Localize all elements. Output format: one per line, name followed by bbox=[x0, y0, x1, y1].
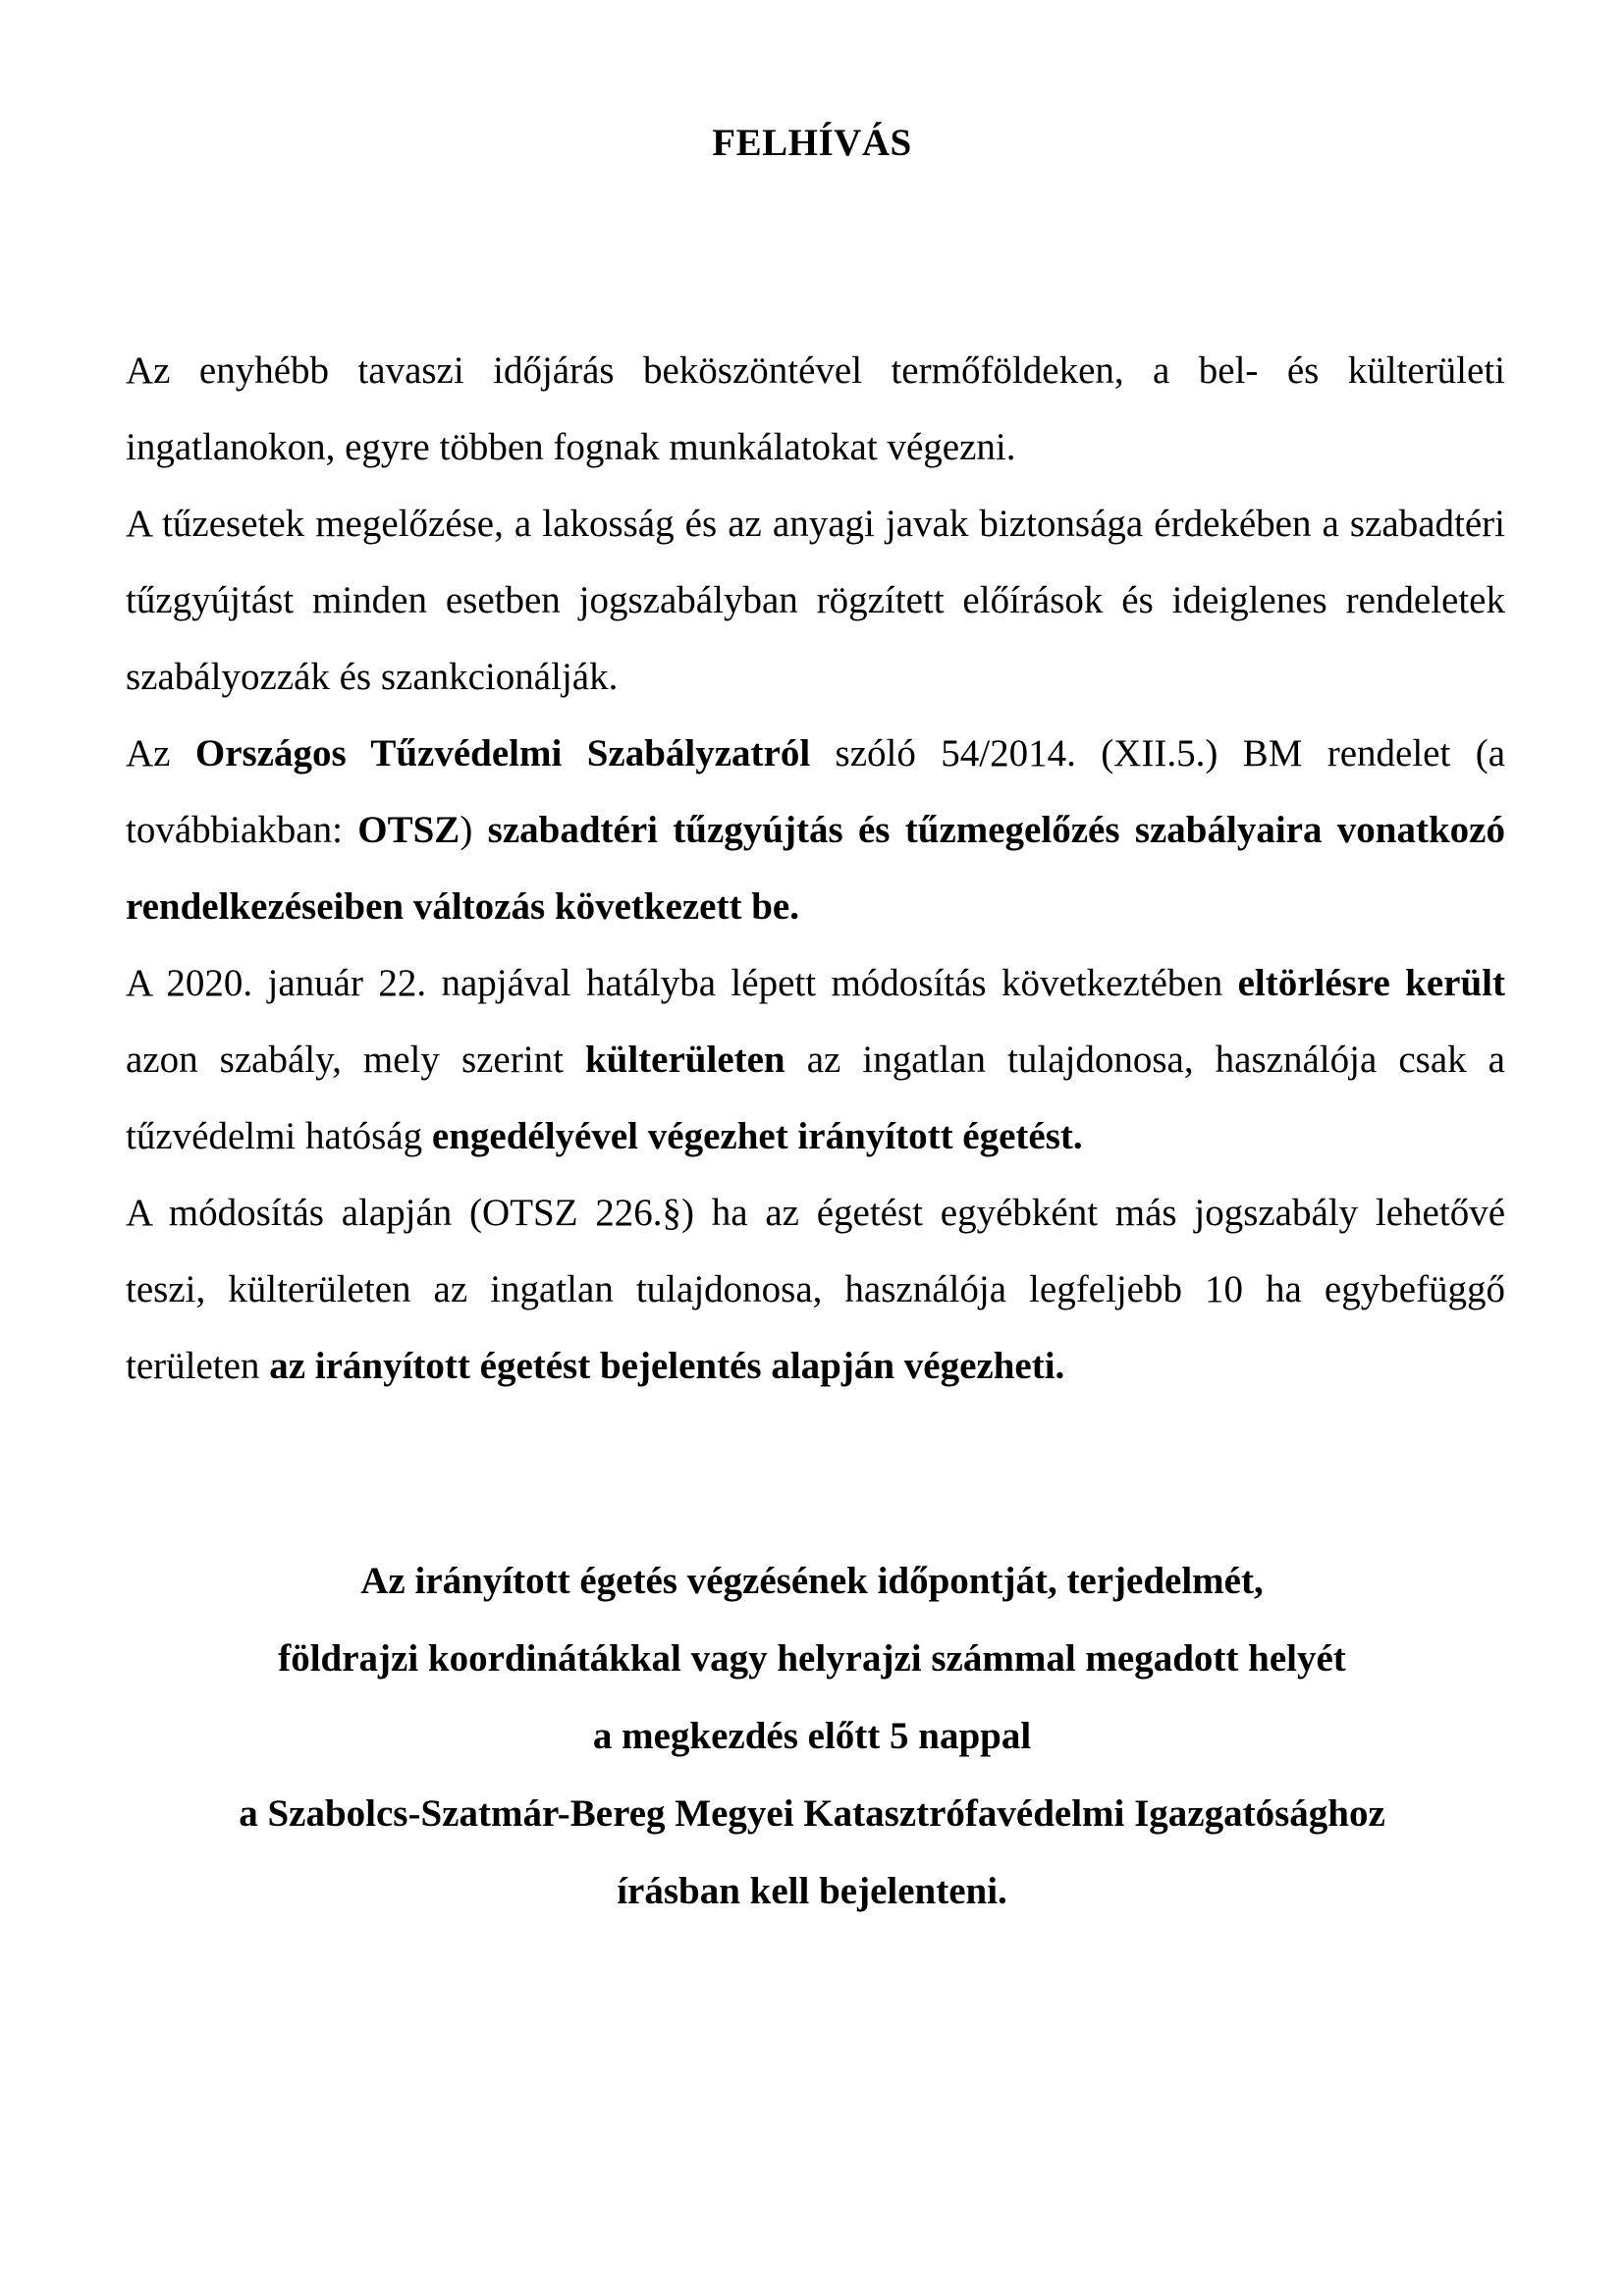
paragraph-4 bbox=[126, 945, 1505, 1175]
document-title: FELHÍVÁS bbox=[712, 122, 912, 164]
paragraph-3-text-1: Az bbox=[126, 732, 195, 774]
paragraph-4-text-1: A 2020. január 22. napjával hatályba lépett módosítás következtében bbox=[126, 962, 1238, 1004]
notice-line-2: földrajzi koordinátákkal vagy helyrajzi számmal megadott helyét bbox=[278, 1637, 1346, 1680]
paragraph-5-text-1: A módosítás alapján (OTSZ 226.§) ha az égetést egyébként más jogszabály lehetővé teszi, külterületen az ingatlan tulajdonosa, használója legfeljebb 10 ha egybefüggő területen bbox=[126, 1192, 1505, 1387]
paragraph-4-bold-1: eltörlésre került bbox=[1237, 962, 1505, 1004]
paragraph-3-bold-1: Országos Tűzvédelmi Szabályzatról bbox=[194, 732, 811, 774]
paragraph-3-text-2: szóló 54/2014. (XII.5.) BM rendelet (a továbbiakban: bbox=[126, 732, 1505, 851]
paragraph-3 bbox=[126, 716, 1505, 945]
paragraph-2 bbox=[126, 486, 1505, 716]
notice-block bbox=[0, 1542, 1624, 1930]
paragraph-5 bbox=[126, 1175, 1505, 1405]
notice-line-1: Az irányított égetés végzésének időpontját, terjedelmét, bbox=[360, 1560, 1264, 1602]
paragraph-1 bbox=[126, 333, 1505, 486]
paragraph-3-text-3: ) bbox=[460, 809, 488, 851]
paragraph-3-bold-3: szabadtéri tűzgyújtás és tűzmegelőzés szabályaira vonatkozó rendelkezéseiben változás következett be. bbox=[126, 809, 1505, 928]
paragraph-1-text: Az enyhébb tavaszi időjárás beköszöntével termőföldeken, a bel- és külterületi ingatlanokon, egyre többen fognak munkálatokat végezni. bbox=[126, 349, 1505, 468]
notice-line-3: a megkezdés előtt 5 nappal bbox=[592, 1715, 1032, 1757]
paragraph-2-text: A tűzesetek megelőzése, a lakosság és az anyagi javak biztonsága érdekében a szabadtéri tűzgyújtást minden esetben jogszabályban rögzített előírások és ideiglenes rendeletek szabályozzák és szankcionálják. bbox=[126, 503, 1505, 698]
paragraph-3-bold-2: OTSZ bbox=[357, 809, 460, 851]
notice-line-5: írásban kell bejelenteni. bbox=[617, 1870, 1007, 1912]
notice-line-4: a Szabolcs-Szatmár-Bereg Megyei Katasztrófavédelmi Igazgatósághoz bbox=[239, 1792, 1385, 1835]
paragraph-4-text-2: azon szabály, mely szerint bbox=[126, 1039, 585, 1081]
paragraph-4-bold-2: külterületen bbox=[584, 1039, 785, 1081]
paragraph-4-bold-3: engedélyével végezhet irányított égetést. bbox=[431, 1115, 1083, 1157]
paragraph-5-bold-1: az irányított égetést bejelentés alapján végezheti. bbox=[269, 1345, 1065, 1387]
paragraph-4-text-3: az ingatlan tulajdonosa, használója csak a tűzvédelmi hatóság bbox=[126, 1039, 1505, 1157]
document-body bbox=[126, 333, 1505, 1405]
